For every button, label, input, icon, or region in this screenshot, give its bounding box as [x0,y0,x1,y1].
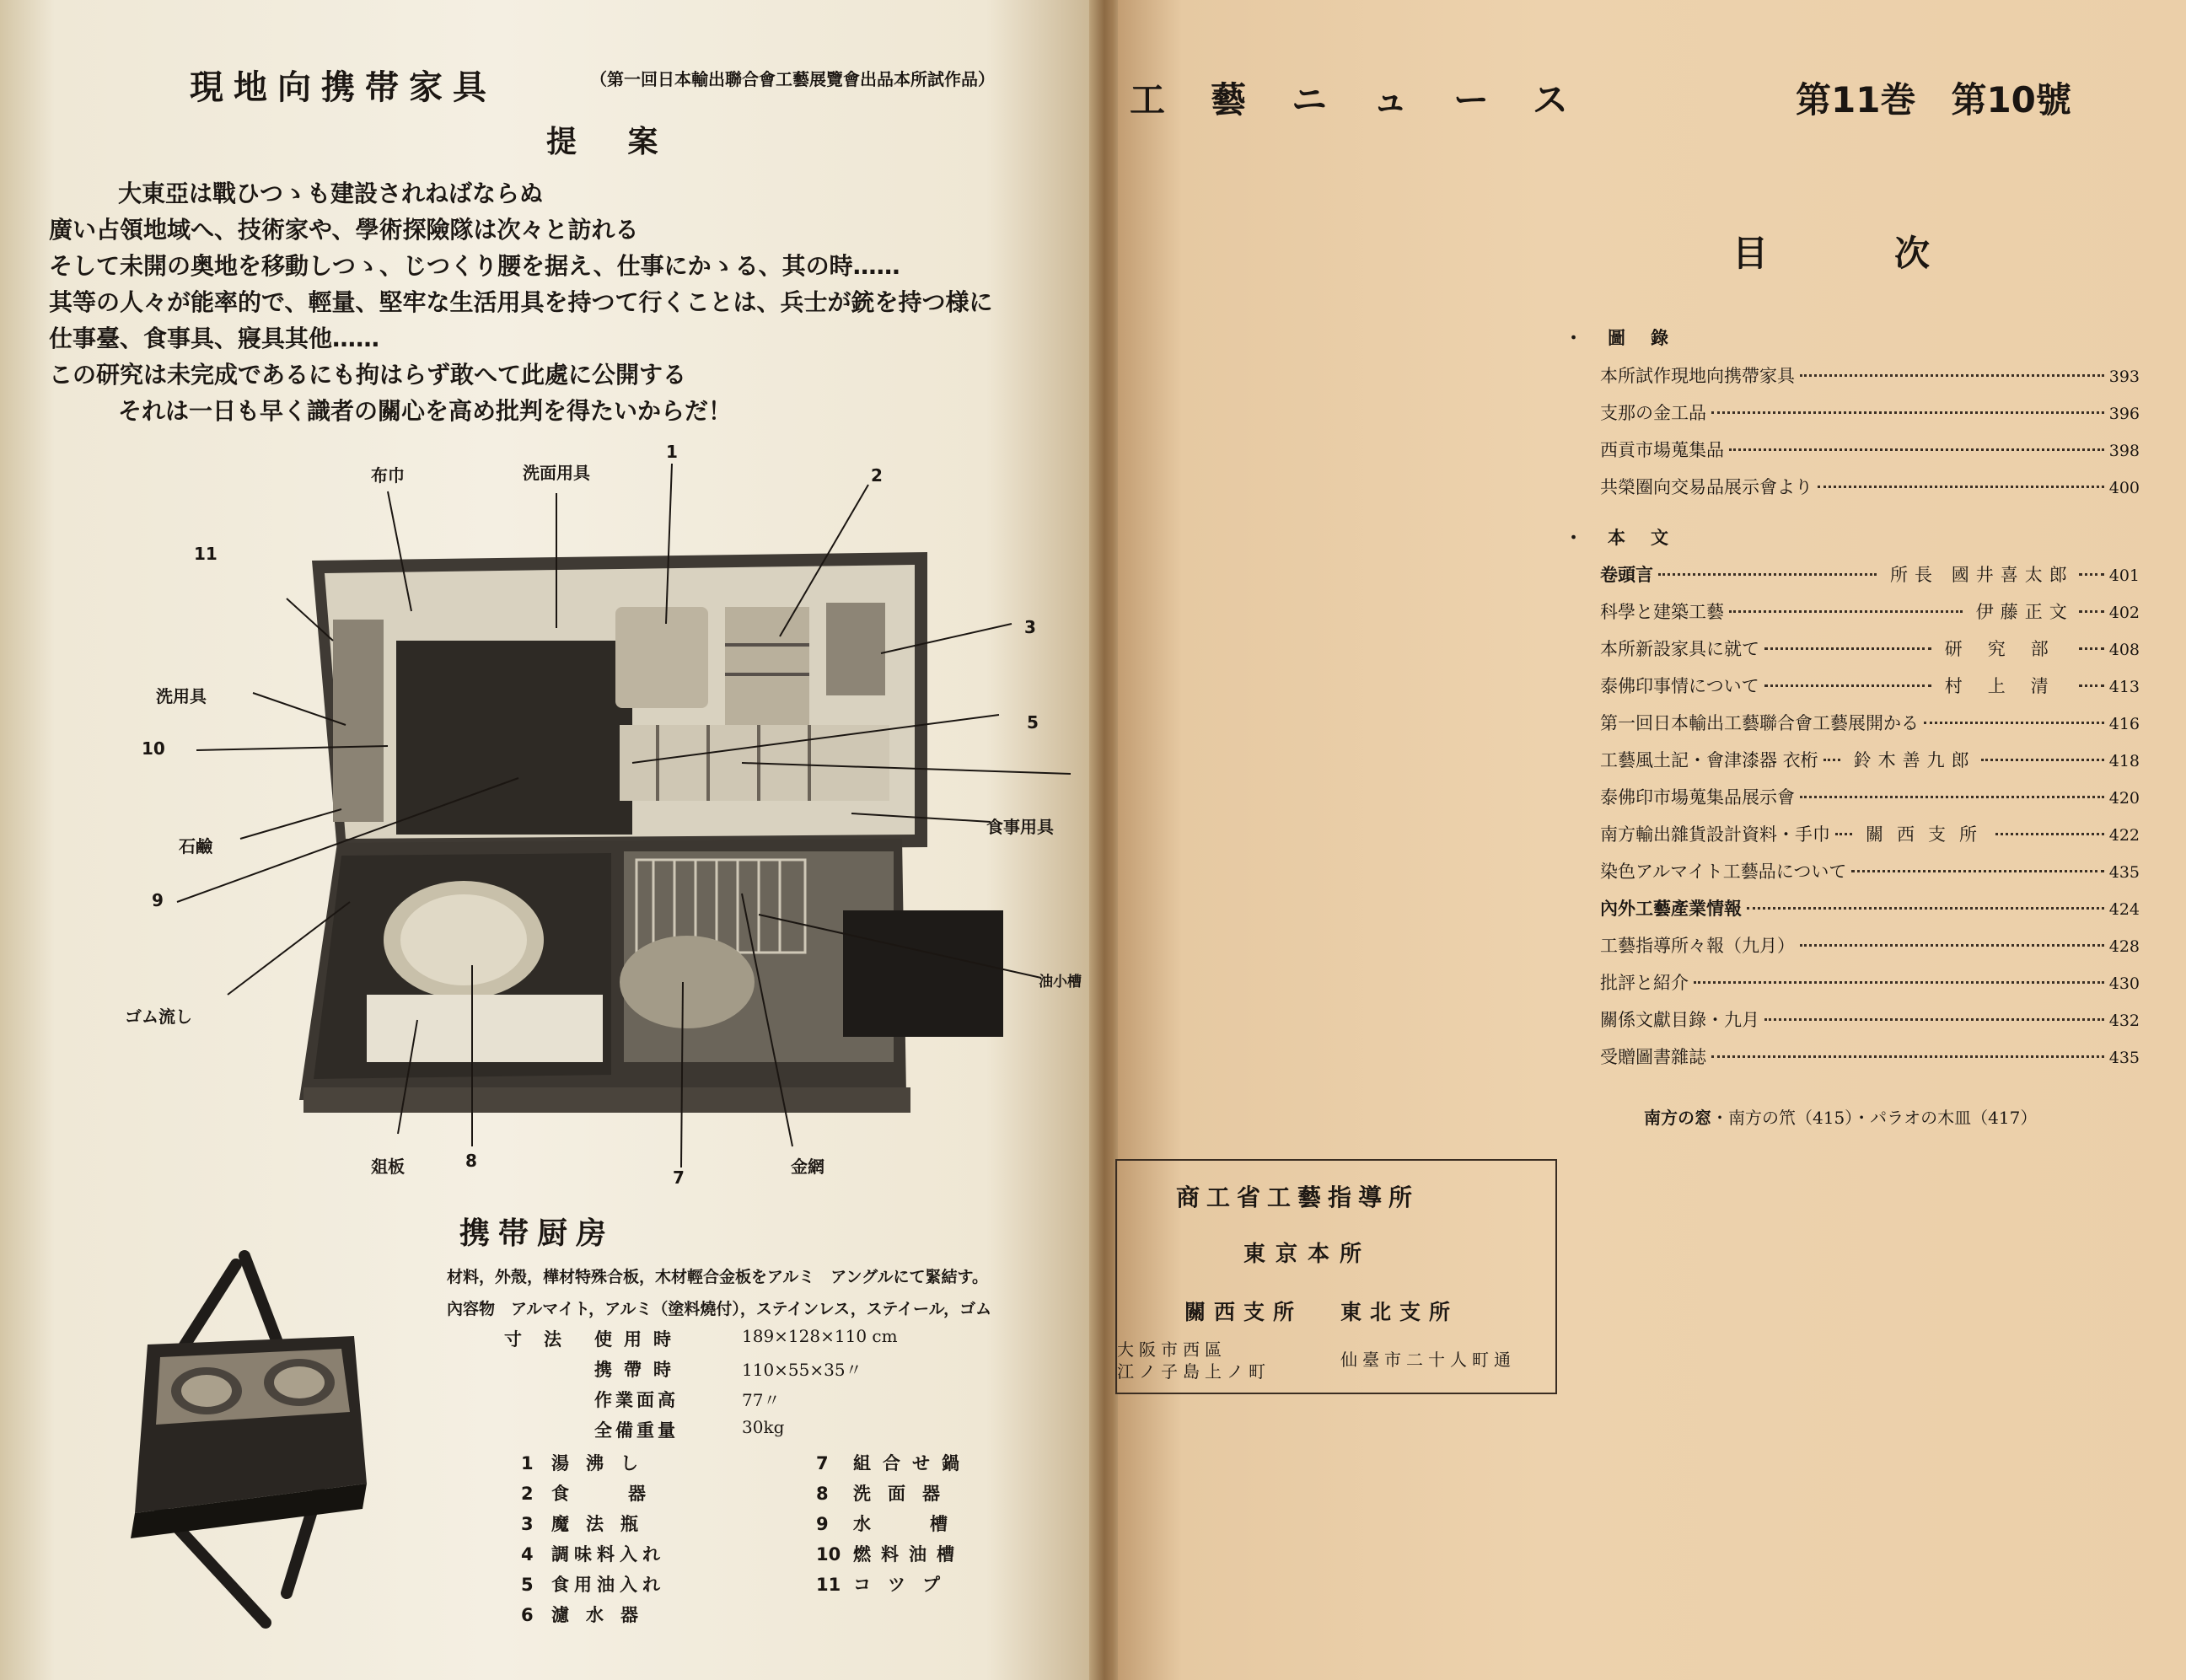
toc-article-row: 泰佛印市場蒐集品展示會 420 [1600,787,2140,808]
publisher-name: 商工省工藝指導所 [1176,1184,1420,1211]
dimension-label: 寸法 [504,1329,583,1350]
toc-section-text: ・本文 [1565,528,1694,548]
toc-article-row: 內外工藝產業情報 424 [1600,899,2140,919]
folding-kitchen-photo [110,1231,379,1635]
callout-1: 1 [666,442,678,462]
toc-article-row: 泰佛印事情について 村上清 413 [1600,676,2140,696]
southern-window-line: 南方の窓・南方の笊（415）・パラオの木皿（417） [1644,1108,2038,1128]
toc-article-row: 科學と建築工藝 伊藤正文 402 [1600,602,2140,622]
part-item: 9 水槽 [816,1514,1007,1534]
tokyo-office: 東京本所 [1243,1242,1372,1267]
callout-11: 11 [194,544,218,564]
dimension-row-label: 携帶時 [594,1360,683,1380]
dimension-row-value: 110×55×35〃 [742,1360,862,1380]
kansai-office: 關西支所 [1184,1300,1303,1324]
callout-5: 5 [1027,712,1039,733]
dimension-row-label: 作業面高 [594,1390,679,1410]
intro-line: そして未開の奥地を移動しつゝ、じつくり腰を据え、仕事にかゝる、其の時…… [49,252,900,280]
toc-article-row: 批評と紹介 430 [1600,973,2140,993]
part-item: 10 燃料油槽 [816,1544,964,1565]
callout-senmen: 洗面用具 [523,463,590,483]
callout-9: 9 [152,890,164,910]
tohoku-address: 仙臺市二十人町通 [1340,1350,1516,1370]
dimension-row-label: 全備重量 [594,1420,679,1441]
proposal-heading: 提 案 [546,124,679,159]
part-item: 6 濾水器 [521,1605,655,1625]
callout-shokuji: 食事用具 [986,817,1054,837]
callout-7: 7 [673,1167,685,1188]
toc-article-row: 工藝指導所々報（九月） 428 [1600,936,2140,956]
kansai-address: 大阪市西區 [1117,1339,1227,1360]
part-item: 7 組合せ鍋 [816,1453,971,1473]
toc-figure-row: 共榮圈向交易品展示會より 400 [1600,477,2140,497]
callout-kanaami: 金網 [791,1157,824,1177]
callout-gomu: ゴム流し [125,1006,192,1027]
field-case-photo [0,438,1096,1180]
toc-article-row: 第一回日本輸出工藝聯合會工藝展開かる 416 [1600,713,2140,733]
spec-material: 材料，外殼，樺材特殊合板，木材輕合金板をアルミ アングルにて緊結す。 [447,1268,989,1286]
intro-line: 其等の人々が能率的で、輕量、堅牢な生活用具を持つて行くことは、兵士が銃を持つ様に [49,288,993,316]
tohoku-office: 東北支所 [1340,1300,1459,1324]
kansai-address: 江ノ子島上ノ町 [1117,1361,1270,1382]
intro-line: 仕事臺、食事具、寢具其他…… [49,325,380,352]
part-item: 2 食器 [521,1484,705,1504]
toc-article-row: 關係文獻目錄・九月 432 [1600,1010,2140,1030]
dimension-row-value: 30kg [742,1417,785,1437]
dimension-row-value: 77〃 [742,1390,781,1410]
dimension-row-value: 189×128×110 cm [742,1326,898,1346]
article-title-note: （第一回日本輸出聯合會工藝展覽會出品本所試作品） [590,69,995,89]
toc-section-figures: ・圖錄 [1565,328,1694,348]
toc-article-row: 受贈圖書雜誌 435 [1600,1047,2140,1067]
callout-soban: 爼板 [371,1157,405,1177]
callout-fuel: 油小槽 [1039,974,1082,990]
toc-figure-row: 本所試作現地向携帶家具 393 [1600,366,2140,386]
toc-article-row: 染色アルマイト工藝品について 435 [1600,861,2140,882]
callout-2: 2 [871,465,883,486]
volume-issue: 第11巻 第10號 [1796,79,2071,121]
toc-article-row: 卷頭言 所長 國井喜太郎 401 [1600,565,2140,585]
callout-sekken: 石鹼 [179,836,212,856]
spec-contents: 內容物 アルマイト，アルミ（塗料燒付），ステインレス，ステイール，ゴム [447,1300,992,1318]
intro-line: 廣い占領地域へ、技術家や、學術探險隊は次々と訪れる [49,216,639,244]
part-item: 11 コツプ [816,1575,957,1595]
callout-senyogu: 洗用具 [156,686,207,706]
toc-article-row: 工藝風土記・會津漆器 衣桁 鈴木善九郎 418 [1600,750,2140,770]
intro-line: 大東亞は戰ひつゝも建設されねばならぬ [118,180,544,207]
callout-8: 8 [465,1151,477,1171]
toc-heading: 目次 [1732,233,2057,274]
callout-3: 3 [1024,617,1036,637]
magazine-masthead: 工藝ニュース [1130,79,1614,121]
callout-10: 10 [142,738,165,759]
intro-line: この研究は未完成であるにも拘はらず敢へて此處に公開する [49,361,687,389]
toc-figure-row: 支那の金工品 396 [1600,403,2140,423]
part-item: 4 調味料入れ [521,1544,665,1565]
part-item: 8 洗面器 [816,1484,957,1504]
toc-article-row: 本所新設家具に就て 研究部 408 [1600,639,2140,659]
intro-line: それは一日も早く識者の關心を高め批判を得たいからだ！ [118,397,733,425]
dimension-row-label: 使用時 [594,1329,683,1350]
part-item: 1 湯沸し [521,1453,655,1473]
kitchen-title: 携帯厨房 [459,1216,615,1251]
part-item: 5 食用油入れ [521,1575,665,1595]
article-title: 現地向携帯家具 [190,67,497,107]
toc-figure-row: 西貢市場蒐集品 398 [1600,440,2140,460]
publisher-box [1115,1159,1557,1394]
toc-article-row: 南方輸出雜貨設計資料・手巾 關西支所 422 [1600,824,2140,845]
callout-fukin: 布巾 [371,465,405,486]
part-item: 3 魔法瓶 [521,1514,655,1534]
